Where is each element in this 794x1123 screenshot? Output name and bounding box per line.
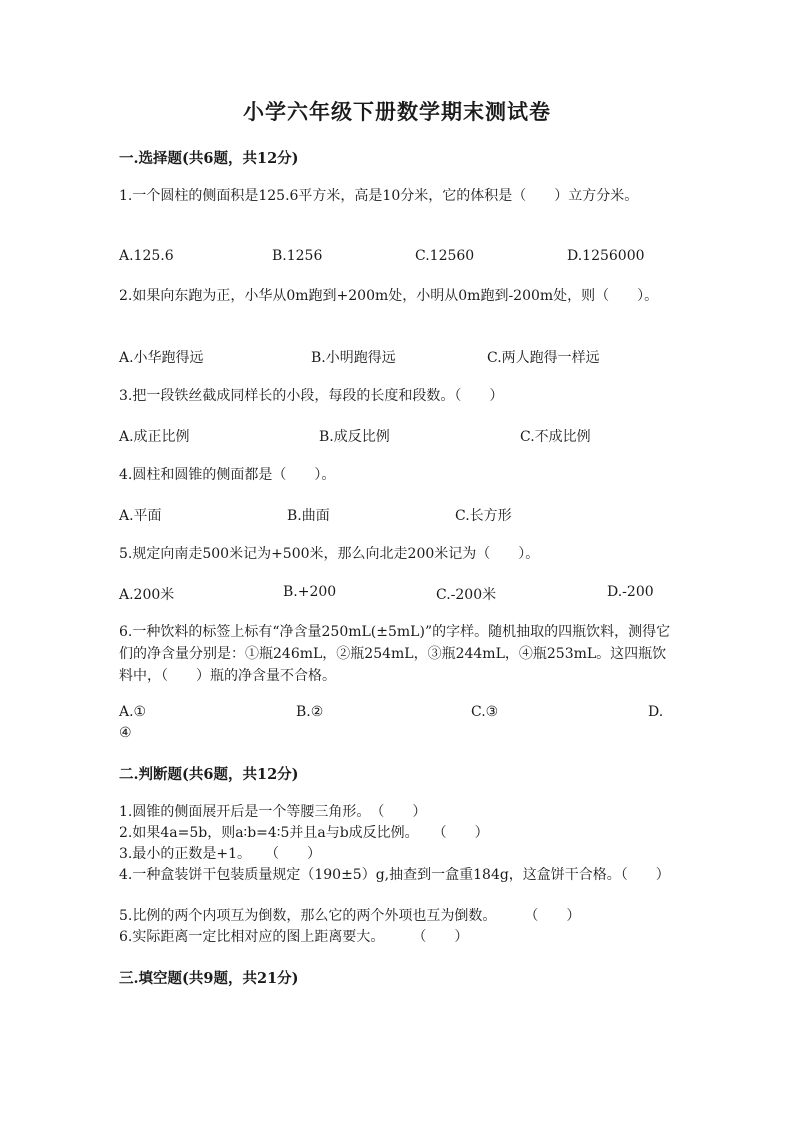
section-heading-judge: 二.判断题(共6题，共12分) [119, 766, 299, 783]
question-6-option-d: D. [648, 704, 664, 720]
question-6-option-a: A.① [119, 704, 147, 720]
question-3-option-c: C.不成比例 [520, 429, 591, 445]
question-2-stem: 2.如果向东跑为正，小华从0m跑到+200m处，小明从0m跑到-200m处，则（ ）。 [119, 288, 659, 304]
question-5-option-c: C.-200米 [436, 587, 497, 603]
judge-item-3: 3.最小的正数是+1。 （ ） [119, 846, 321, 862]
judge-item-1: 1.圆锥的侧面展开后是一个等腰三角形。 （ ） [119, 804, 427, 820]
question-3-option-b: B.成反比例 [319, 429, 390, 445]
question-6-stem: 6.一种饮料的标签上标有“净含量250mL(±5mL)”的字样。随机抽取的四瓶饮料，测得它们的净含量分别是：①瓶246mL，②瓶254mL，③瓶244mL，④瓶253mL。这四瓶饮料中，（ ）瓶的净含量不合格。 [119, 624, 671, 684]
page-title: 小学六年级下册数学期末测试卷 [243, 99, 551, 124]
question-4-option-a: A.平面 [119, 508, 162, 524]
question-2-option-a: A.小华跑得远 [119, 350, 204, 366]
question-6-option-b: B.② [296, 704, 324, 720]
question-3-option-a: A.成正比例 [119, 429, 190, 445]
question-1-option-a: A.125.6 [119, 248, 174, 264]
question-4-stem: 4.圆柱和圆锥的侧面都是（ ）。 [119, 467, 336, 483]
question-3-stem: 3.把一段铁丝截成同样长的小段，每段的长度和段数。（ ） [119, 388, 504, 404]
judge-item-5: 5.比例的两个内项互为倒数，那么它的两个外项也互为倒数。 （ ） [119, 908, 581, 924]
question-1-option-d: D.1256000 [567, 248, 645, 264]
judge-item-6: 6.实际距离一定比相对应的图上距离要大。 （ ） [119, 929, 469, 945]
section-heading-choice: 一.选择题(共6题，共12分) [119, 150, 299, 167]
question-6-option-c: C.③ [471, 704, 499, 720]
question-1-stem: 1.一个圆柱的侧面积是125.6平方米，高是10分米，它的体积是（ ）立方分米。 [119, 188, 639, 204]
question-2-option-b: B.小明跑得远 [311, 350, 396, 366]
question-5-option-d: D.-200 [607, 584, 654, 600]
question-5-option-b: B.+200 [283, 584, 337, 600]
question-2-option-c: C.两人跑得一样远 [487, 350, 600, 366]
section-heading-fill: 三.填空题(共9题，共21分) [119, 970, 299, 987]
question-5-option-a: A.200米 [119, 587, 175, 603]
question-1-option-b: B.1256 [272, 248, 323, 264]
question-1-option-c: C.12560 [415, 248, 475, 264]
judge-item-2: 2.如果4a=5b，则a∶b=4∶5并且a与b成反比例。 （ ） [119, 825, 489, 841]
question-4-option-b: B.曲面 [287, 508, 330, 524]
question-5-stem: 5.规定向南走500米记为+500米，那么向北走200米记为（ ）。 [119, 546, 540, 562]
question-6-option-d-text: ④ [119, 725, 132, 741]
question-4-option-c: C.长方形 [455, 508, 512, 524]
judge-item-4: 4.一种盒装饼干包装质量规定（190±5）g,抽查到一盒重184g，这盒饼干合格。（ ） [119, 867, 670, 883]
